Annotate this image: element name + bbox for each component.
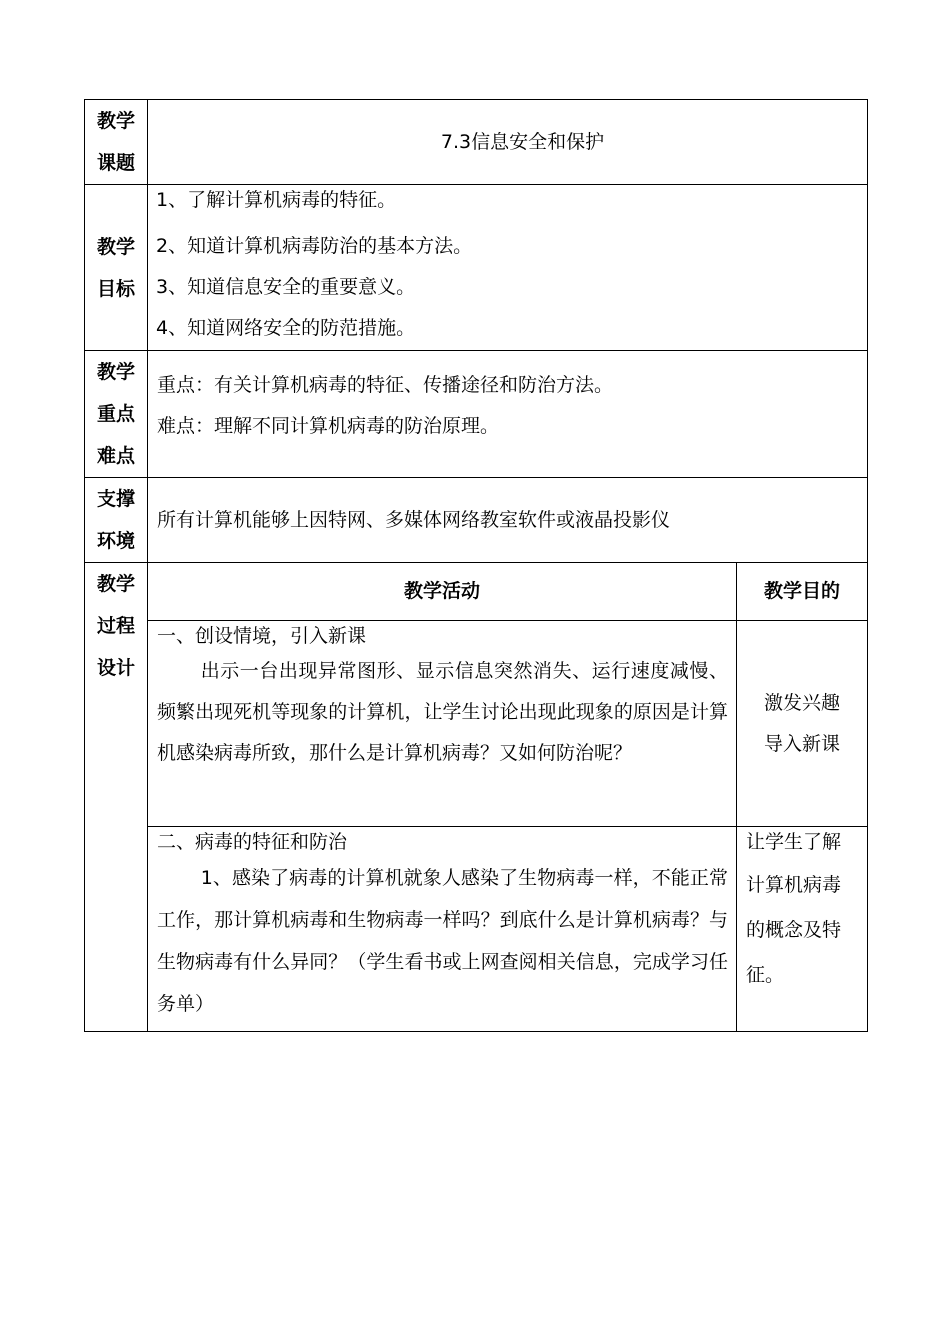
- goal-item: 1、了解计算机病毒的特征。: [156, 189, 397, 211]
- goals-label-line: 目标: [96, 277, 135, 300]
- focus-label-cell: [85, 351, 148, 478]
- title-label-line: 教学: [96, 110, 135, 132]
- title-label-line: 课题: [96, 152, 135, 174]
- env-text: 所有计算机能够上因特网、多媒体网络教室软件或液晶投影仪: [157, 508, 671, 531]
- env-label-cell: [85, 478, 148, 563]
- goal-item: 3、知道信息安全的重要意义。: [156, 276, 416, 298]
- goals-row: [85, 185, 868, 351]
- process-label-line: 过程: [96, 615, 135, 637]
- step-heading: 二、病毒的特征和防治: [157, 831, 348, 853]
- lesson-title-cell: [148, 100, 868, 185]
- difficult-point: 难点：理解不同计算机病毒的防治原理。: [157, 415, 500, 437]
- step-heading: 一、创设情境，引入新课: [157, 625, 367, 647]
- lesson-plan-table: [84, 99, 868, 1032]
- purpose-line: 的概念及特: [746, 919, 842, 941]
- env-row: [85, 478, 868, 563]
- activity-header: 教学活动: [148, 563, 737, 621]
- step-body: 1、感染了病毒的计算机就象人感染了生物病毒一样，不能正常工作，那计算机病毒和生物病毒一样吗？到底什么是计算机病毒？与生物病毒有什么异同？（学生看书或上网查阅相关信息，完成学习任务单）: [157, 867, 728, 1015]
- goal-item: 2、知道计算机病毒防治的基本方法。: [156, 235, 473, 257]
- process-label-line: 设计: [96, 657, 135, 679]
- purpose-cell: [737, 827, 868, 1032]
- purpose-line: 让学生了解: [746, 831, 842, 853]
- purpose-line: 征。: [746, 964, 785, 986]
- process-header-row: [85, 563, 868, 621]
- focus-label-line: 难点: [96, 445, 135, 467]
- purpose-line: 激发兴趣: [763, 691, 840, 714]
- goal-item: 4、知道网络安全的防范措施。: [156, 317, 416, 339]
- focus-cell: [148, 351, 868, 478]
- env-label-line: 环境: [96, 530, 135, 552]
- env-cell: [148, 478, 868, 563]
- process-label-cell: [85, 563, 148, 1032]
- key-point: 重点：有关计算机病毒的特征、传播途径和防治方法。: [157, 374, 614, 396]
- purpose-line: 计算机病毒: [746, 874, 842, 896]
- lesson-title: 7.3信息安全和保护: [440, 130, 605, 153]
- purpose-cell: [737, 621, 868, 827]
- focus-row: [85, 351, 868, 478]
- goals-cell: [148, 185, 868, 351]
- purpose-line: 导入新课: [763, 732, 840, 755]
- title-label-cell: [85, 100, 148, 185]
- step-row: [85, 621, 868, 827]
- activity-cell: [148, 621, 737, 827]
- purpose-header: 教学目的: [737, 563, 868, 621]
- title-row: [85, 100, 868, 185]
- activity-cell: [148, 827, 737, 1032]
- env-label-line: 支撑: [96, 488, 135, 510]
- goals-label-cell: [85, 185, 148, 351]
- step-row: [85, 827, 868, 1032]
- focus-label-line: 重点: [96, 403, 135, 425]
- process-label-line: 教学: [96, 573, 135, 595]
- goals-label-line: 教学: [96, 235, 135, 258]
- step-body: 出示一台出现异常图形、显示信息突然消失、运行速度减慢、频繁出现死机等现象的计算机，让学生讨论出现此现象的原因是计算机感染病毒所致，那什么是计算机病毒？又如何防治呢？: [157, 660, 728, 764]
- focus-label-line: 教学: [96, 361, 135, 383]
